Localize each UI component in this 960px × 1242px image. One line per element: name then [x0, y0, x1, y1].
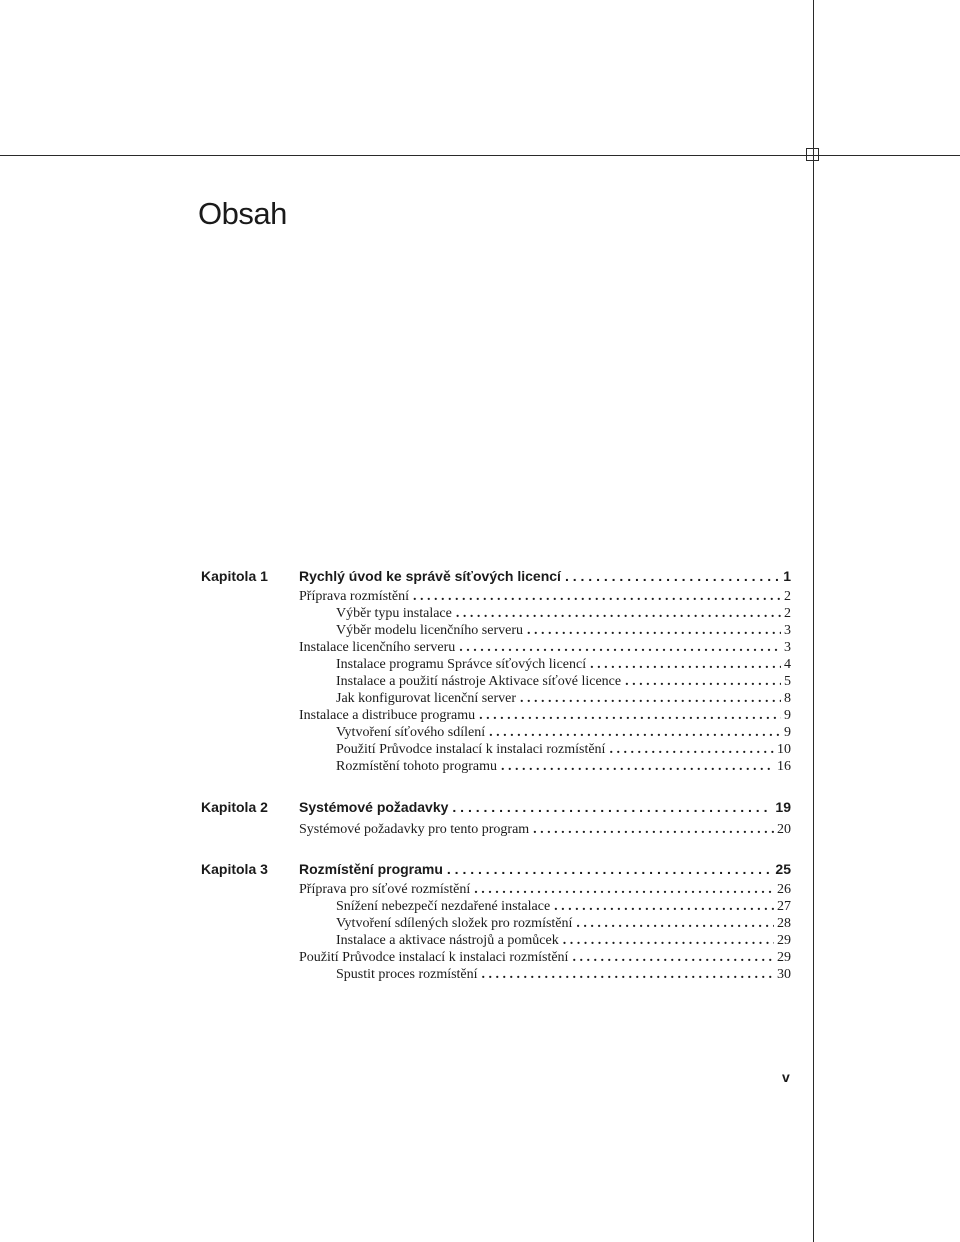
toc-entry[interactable]	[299, 707, 791, 724]
dot-leader	[501, 758, 774, 775]
dot-leader	[452, 797, 772, 817]
toc-entry-text: Instalace licenčního serveru	[299, 640, 456, 655]
dot-leader	[479, 707, 781, 724]
dot-leader	[554, 898, 774, 915]
toc-entry[interactable]	[299, 881, 791, 898]
toc-entry-text: Instalace a aktivace nástrojů a pomůcek	[336, 933, 559, 948]
chapter-label: Kapitola 3	[201, 861, 268, 877]
dot-leader	[576, 915, 774, 932]
toc-entry-text: Výběr typu instalace	[336, 606, 452, 621]
toc-entry[interactable]	[336, 605, 791, 622]
toc-page-number: 3	[784, 623, 791, 638]
dot-leader	[459, 639, 781, 656]
toc-page-number: 20	[777, 822, 791, 837]
toc-entry-text: Vytvoření síťového sdílení	[336, 725, 486, 740]
toc-page-number: 29	[777, 933, 791, 948]
toc-page-number: 9	[784, 725, 791, 740]
toc-entry-text: Příprava pro síťové rozmístění	[299, 882, 471, 897]
toc-entry-text: Příprava rozmístění	[299, 589, 410, 604]
dot-leader	[413, 588, 781, 605]
toc-page-number: 8	[784, 691, 791, 706]
toc-page-number: 5	[784, 674, 791, 689]
toc-entry[interactable]	[336, 741, 791, 758]
dot-leader	[609, 741, 774, 758]
dot-leader	[474, 881, 774, 898]
toc-entry-text: Instalace a použití nástroje Aktivace síťové licence	[336, 674, 622, 689]
toc-entry-text: Výběr modelu licenčního serveru	[336, 623, 523, 638]
toc-page-number: 26	[777, 882, 791, 897]
toc-page-number: 1	[783, 568, 791, 584]
toc-entry-text: Systémové požadavky	[299, 799, 449, 815]
toc-page-number: 29	[777, 950, 791, 965]
toc-entry-text: Rozmístění tohoto programu	[336, 759, 497, 774]
toc-entry-text: Vytvoření sdílených složek pro rozmístění	[336, 916, 573, 931]
toc-entry-text: Systémové požadavky pro tento program	[299, 822, 530, 837]
toc-entry[interactable]	[299, 949, 791, 966]
toc-entry-text: Rychlý úvod ke správě síťových licencí	[299, 568, 561, 584]
dot-leader	[482, 966, 774, 983]
dot-leader	[527, 622, 781, 639]
toc-entry[interactable]	[336, 673, 791, 690]
toc-page-number: 28	[777, 916, 791, 931]
toc-page-number: 4	[784, 657, 791, 672]
toc-entry[interactable]	[299, 588, 791, 605]
toc-entry[interactable]	[336, 898, 791, 915]
chapter-label: Kapitola 1	[201, 568, 268, 584]
toc-entry-text: Snížení nebezpečí nezdařené instalace	[336, 899, 551, 914]
page-title: Obsah	[198, 196, 287, 231]
toc-entry[interactable]	[336, 966, 791, 983]
toc-page-number: 30	[777, 967, 791, 982]
toc-page-number: 16	[777, 759, 791, 774]
dot-leader	[456, 605, 781, 622]
toc-page-number: 19	[775, 799, 791, 815]
toc-entry-text: Rozmístění programu	[299, 861, 443, 877]
toc-page-number: 2	[784, 606, 791, 621]
toc-entry[interactable]	[336, 622, 791, 639]
toc-entry[interactable]	[336, 915, 791, 932]
toc-entry-text: Použití Průvodce instalací k instalaci rozmístění	[336, 742, 606, 757]
dot-leader	[572, 949, 774, 966]
dot-leader	[447, 859, 773, 879]
toc-entry[interactable]	[336, 724, 791, 741]
toc-page-number: 25	[775, 861, 791, 877]
toc-entry-text: Instalace a distribuce programu	[299, 708, 476, 723]
toc-entry-text: Instalace programu Správce síťových licencí	[336, 657, 587, 672]
toc-page-number: 27	[777, 899, 791, 914]
dot-leader	[565, 566, 780, 586]
toc-page-number: 9	[784, 708, 791, 723]
toc-page-number: 3	[784, 640, 791, 655]
toc-entry-text: Spustit proces rozmístění	[336, 967, 478, 982]
dot-leader	[625, 673, 781, 690]
chapter-label: Kapitola 2	[201, 799, 268, 815]
dot-leader	[563, 932, 774, 949]
toc-page-number: 2	[784, 589, 791, 604]
page-folio: v	[782, 1069, 790, 1085]
toc-chapter-heading[interactable]	[299, 797, 791, 817]
toc-entry[interactable]	[336, 690, 791, 707]
toc-page-number: 10	[777, 742, 791, 757]
toc-entry[interactable]	[299, 639, 791, 656]
toc-entry[interactable]	[299, 821, 791, 838]
dot-leader	[520, 690, 781, 707]
toc-entry[interactable]	[336, 932, 791, 949]
dot-leader	[489, 724, 781, 741]
toc-entry-text: Použití Průvodce instalací k instalaci rozmístění	[299, 950, 569, 965]
toc-entry[interactable]	[336, 656, 791, 673]
toc-entry-text: Jak konfigurovat licenční server	[336, 691, 516, 706]
dot-leader	[533, 821, 774, 838]
toc-chapter-heading[interactable]	[299, 859, 791, 879]
dot-leader	[590, 656, 781, 673]
toc-entry[interactable]	[336, 758, 791, 775]
toc-chapter-heading[interactable]	[299, 566, 791, 586]
